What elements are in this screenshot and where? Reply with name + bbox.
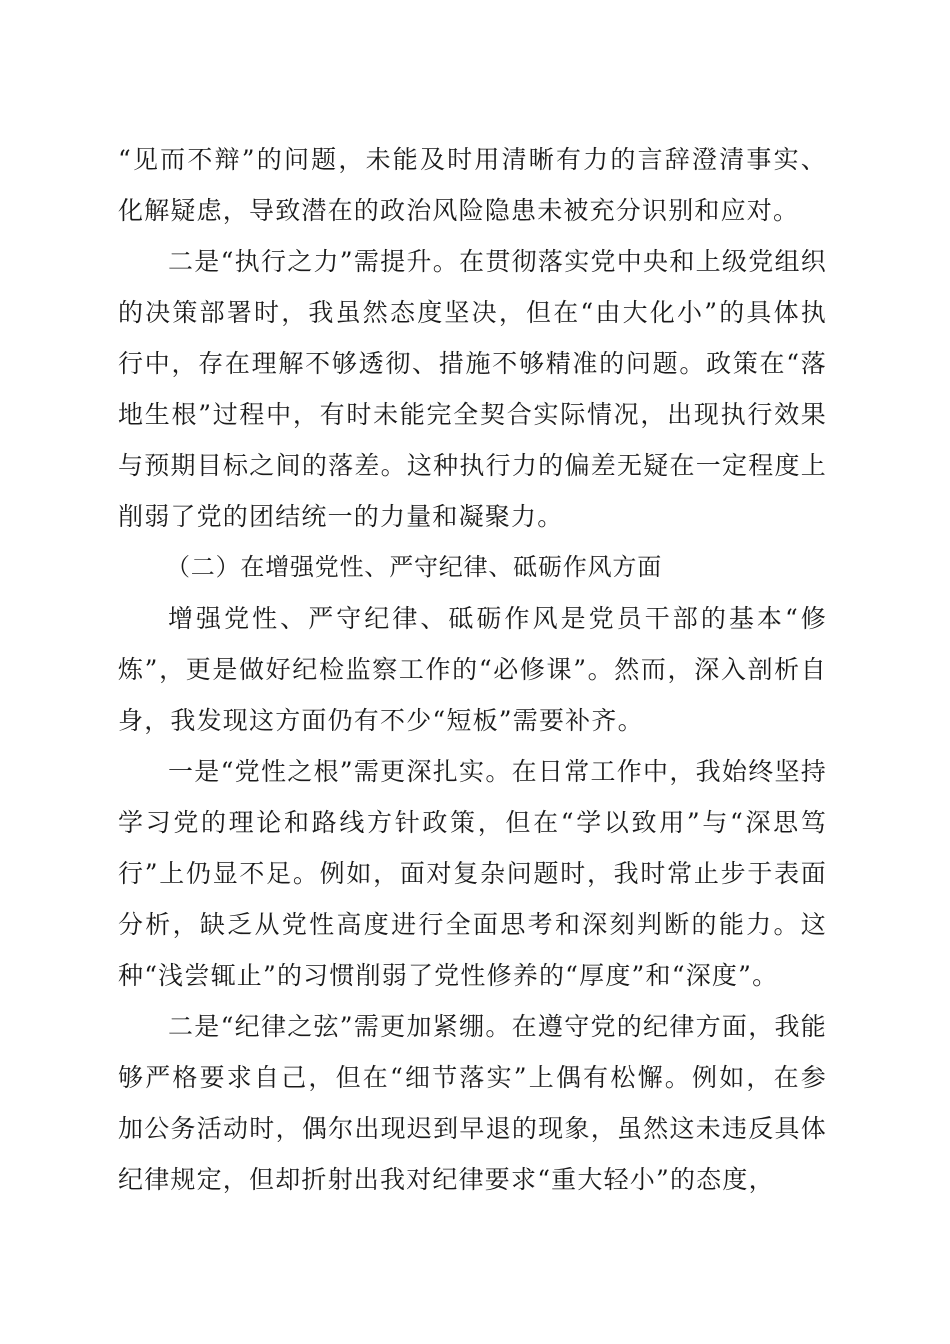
paragraph-section-intro: 增强党性、严守纪律、砥砺作风是党员干部的基本“修炼”，更是做好纪检监察工作的“必修课”。然而，深入剖析自身，我发现这方面仍有不少“短板”需要补齐。 (118, 604, 827, 735)
paragraph-execution-power: 二是“执行之力”需提升。在贯彻落实党中央和上级党组织的决策部署时，我虽然态度坚决，但在“由大化小”的具体执行中，存在理解不够透彻、措施不够精准的问题。政策在“落地生根”过程中，有时未能完全契合实际情况，出现执行效果与预期目标之间的落差。这种执行力的偏差无疑在一定程度上削弱了党的团结统一的力量和凝聚力。 (118, 247, 827, 531)
paragraph-party-spirit: 一是“党性之根”需更深扎实。在日常工作中，我始终坚持学习党的理论和路线方针政策，但在“学以致用”与“深思笃行”上仍显不足。例如，面对复杂问题时，我时常止步于表面分析，缺乏从党性高度进行全面思考和深刻判断的能力。这种“浅尝辄止”的习惯削弱了党性修养的“厚度”和“深度”。 (118, 757, 827, 990)
paragraph-continuation: “见而不辩”的问题，未能及时用清晰有力的言辞澄清事实、化解疑虑，导致潜在的政治风险隐患未被充分识别和应对。 (118, 145, 827, 225)
section-heading: （二）在增强党性、严守纪律、砥砺作风方面 (166, 553, 662, 581)
document-body (118, 134, 827, 1205)
paragraph-discipline: 二是“纪律之弦”需更加紧绷。在遵守党的纪律方面，我能够严格要求自己，但在“细节落实”上偶有松懈。例如，在参加公务活动时，偶尔出现迟到早退的现象，虽然这未违反具体纪律规定，但却折射出我对纪律要求“重大轻小”的态度， (118, 1012, 827, 1194)
